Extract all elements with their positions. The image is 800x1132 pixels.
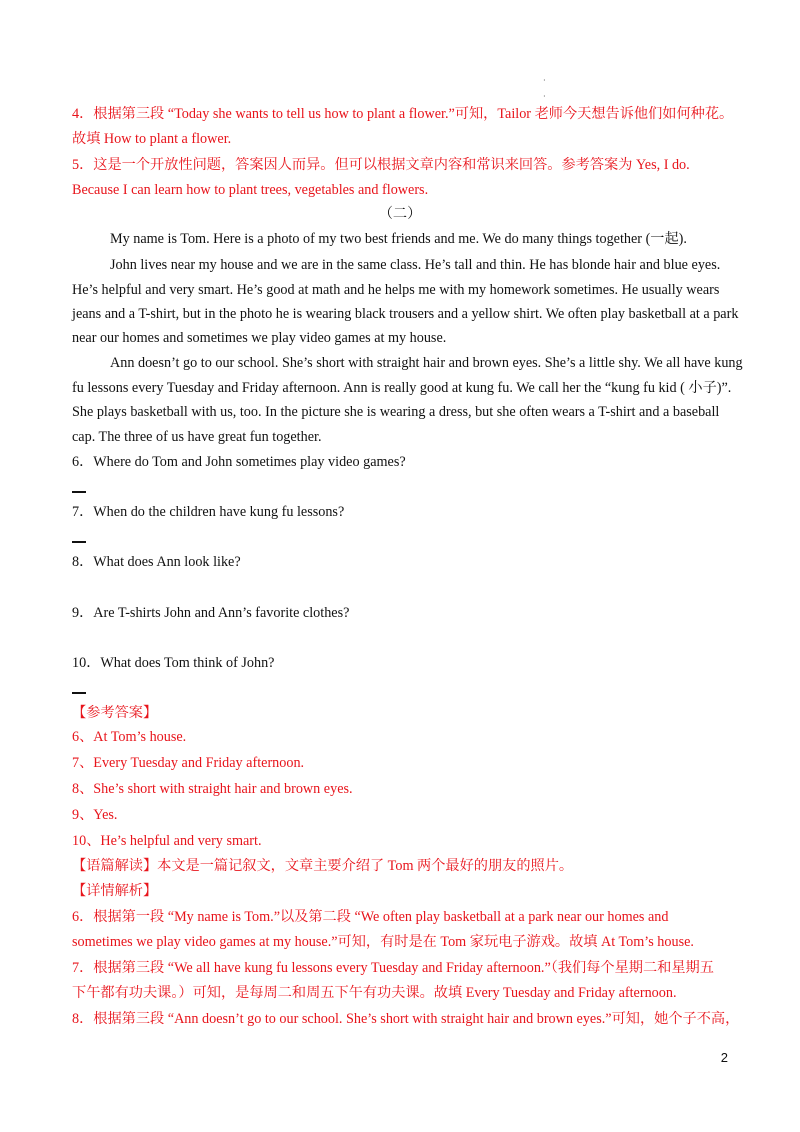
question-10: 10．What does Tom think of John? — [72, 655, 275, 671]
passage-paragraph-2-line: near our homes and sometimes we play video games at my house. — [72, 330, 447, 346]
passage-paragraph-1: My name is Tom. Here is a photo of my two best friends and me. We do many things together (一起). — [110, 231, 687, 247]
answer-9: 9、Yes. — [72, 807, 118, 823]
header-mark: · — [543, 76, 546, 85]
answer-explanation-4: 4．根据第三段 “Today she wants to tell us how to plant a flower.”可知，Tailor 老师今天想告诉他们如何种花。 — [72, 106, 734, 122]
answer-blank — [72, 491, 86, 493]
answer-heading: 【参考答案】 — [72, 705, 158, 721]
answer-10: 10、He’s helpful and very smart. — [72, 833, 262, 849]
passage-paragraph-3-line: She plays basketball with us, too. In the picture she is wearing a dress, but she often wears a T-shirt and a baseball — [72, 404, 720, 420]
explanation-7: 7．根据第三段 “We all have kung fu lessons every Tuesday and Friday afternoon.”（我们每个星期二和星期五 — [72, 960, 714, 976]
explanation-6-cont: sometimes we play video games at my house.”可知，有时是在 Tom 家玩电子游戏。故填 At Tom’s house. — [72, 934, 694, 950]
answer-explanation-4-cont: 故填 How to plant a flower. — [72, 131, 232, 147]
passage-paragraph-2-line: jeans and a T-shirt, but in the photo he is wearing black trousers and a yellow shirt. We often play basketball at a park — [72, 306, 739, 322]
passage-paragraph-2: John lives near my house and we are in the same class. He’s tall and thin. He has blonde hair and blue eyes. — [110, 257, 721, 273]
explanation-7-cont: 下午都有功夫课。）可知，是每周二和周五下午有功夫课。故填 Every Tuesday and Friday afternoon. — [72, 985, 677, 1001]
passage-paragraph-3: Ann doesn’t go to our school. She’s short with straight hair and brown eyes. She’s a little shy. We all have kung — [110, 355, 743, 371]
section-title: （二） — [378, 206, 422, 222]
passage-summary: 【语篇解读】本文是一篇记叙文，文章主要介绍了 Tom 两个最好的朋友的照片。 — [72, 858, 574, 874]
question-8: 8．What does Ann look like? — [72, 554, 241, 570]
explanation-8: 8．根据第三段 “Ann doesn’t go to our school. She’s short with straight hair and brown eyes.”可知，她个子不高， — [72, 1011, 740, 1027]
answer-blank — [72, 692, 86, 694]
header-mark: · — [543, 92, 546, 101]
explanation-6: 6．根据第一段 “My name is Tom.”以及第二段 “We often play basketball at a park near our homes and — [72, 909, 669, 925]
answer-blank — [72, 541, 86, 543]
answer-8: 8、She’s short with straight hair and brown eyes. — [72, 781, 353, 797]
passage-paragraph-3-line: fu lessons every Tuesday and Friday afternoon. Ann is really good at kung fu. We call her the “kung fu kid ( 小子)”. — [72, 380, 732, 396]
answer-7: 7、Every Tuesday and Friday afternoon. — [72, 755, 305, 771]
passage-paragraph-3-line: cap. The three of us have great fun together. — [72, 429, 322, 445]
page-number: 2 — [720, 1050, 728, 1065]
question-7: 7．When do the children have kung fu lessons? — [72, 504, 345, 520]
question-9: 9．Are T-shirts John and Ann’s favorite clothes? — [72, 605, 350, 621]
answer-explanation-5-cont: Because I can learn how to plant trees, vegetables and flowers. — [72, 182, 429, 198]
answer-6: 6、At Tom’s house. — [72, 729, 187, 745]
passage-paragraph-2-line: He’s helpful and very smart. He’s good at math and he helps me with my homework sometimes. He usually wears — [72, 282, 720, 298]
analysis-heading: 【详情解析】 — [72, 883, 158, 899]
question-6: 6．Where do Tom and John sometimes play video games? — [72, 454, 406, 470]
answer-explanation-5: 5．这是一个开放性问题，答案因人而异。但可以根据文章内容和常识来回答。参考答案为 Yes, I do. — [72, 157, 690, 173]
